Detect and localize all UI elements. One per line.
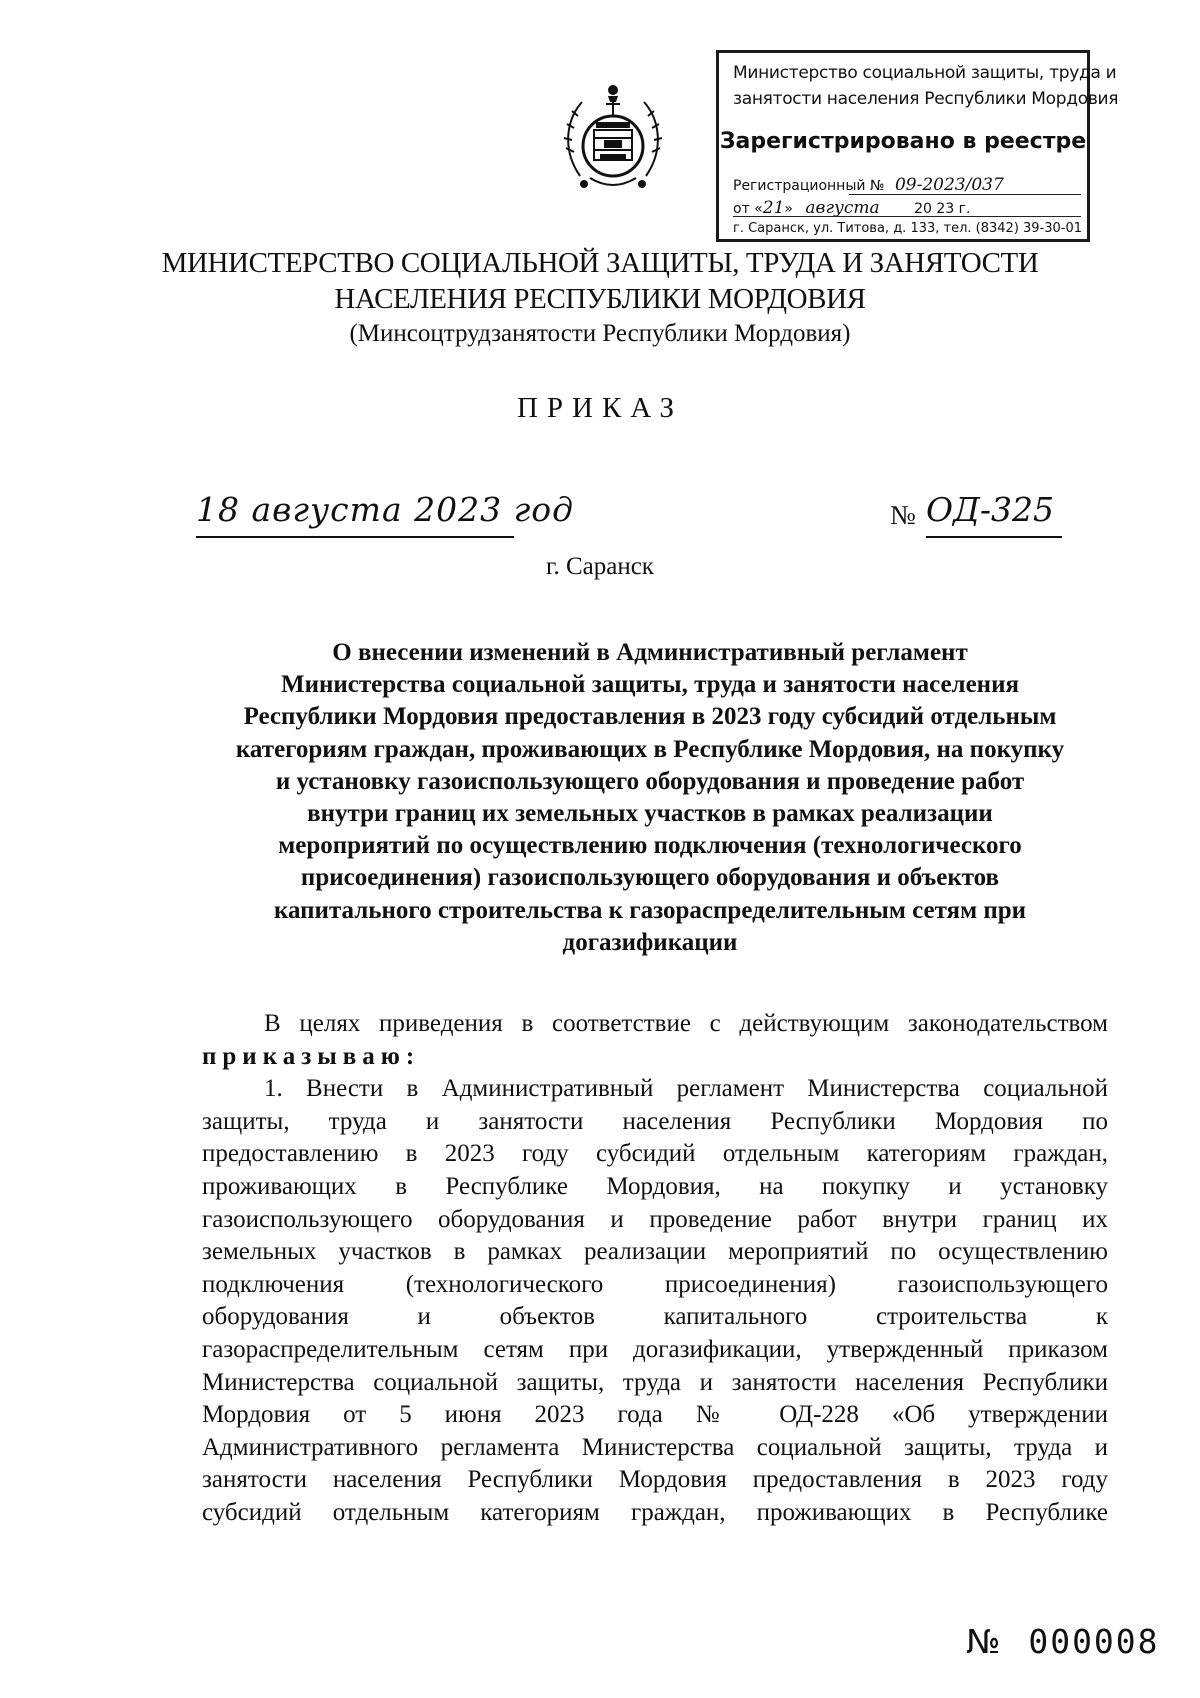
subject-line: и установку газоиспользующего оборудования и проведение работ (275, 767, 1025, 795)
stamp-ministry-line2: занятости населения Республики Мордовия (733, 89, 1119, 109)
subject-line: О внесении изменений в Административный регламент (332, 639, 968, 666)
stamp-title: Зарегистрировано в реестре (719, 129, 1087, 154)
subject-line: капитального строительства к газораспределительным сетям при (273, 896, 1027, 924)
item1-line: земельных участков в рамках реализации мероприятий по осуществлению (202, 1238, 1108, 1266)
order-subject (190, 637, 1110, 959)
subject-line: внутри границ их земельных участков в рамках реализации (307, 800, 993, 828)
subject-line: Республики Мордовия предоставления в 2023 году субсидий отдельным (243, 703, 1057, 731)
item1-line: Мордовия от 5 июня 2023 года № ОД-228 «Об утверждении (202, 1401, 1108, 1429)
coat-of-arms-emblem (560, 80, 666, 202)
stamp-reg-label: Регистрационный № (733, 178, 885, 194)
body-intro: В целях приведения в соответствие с действующим законодательством (264, 1010, 1108, 1037)
ministry-short-name: (Минсоцтрудзанятости Республики Мордовия) (349, 320, 851, 347)
order-date-handwritten: 18 августа 2023 год (196, 490, 575, 529)
subject-line: присоединения) газоиспользующего оборудования и объектов (300, 864, 1000, 892)
order-body (202, 1008, 1108, 1530)
item1-line: 1. Внести в Административный регламент Министерства социальной (264, 1075, 1108, 1103)
ministry-name-line1: МИНИСТЕРСТВО СОЦИАЛЬНОЙ ЗАЩИТЫ, ТРУДА И ЗАНЯТОСТИ (161, 247, 1039, 279)
order-title: ПРИКАЗ (516, 392, 684, 424)
number-underline (926, 536, 1062, 538)
item1-line: субсидий отдельным категориям граждан, проживающих в Республике (202, 1498, 1108, 1526)
stamp-date-row (733, 198, 970, 218)
body-order-word-line (202, 1041, 1108, 1074)
order-word: приказываю: (202, 1042, 421, 1070)
stamp-date-day: 21 (762, 198, 785, 218)
document-serial-number (966, 1622, 1160, 1661)
subject-line: Министерства социальной защиты, труда и занятости населения (280, 671, 1020, 699)
stamp-date-year: 20 23 г. (914, 201, 971, 217)
stamp-date-mid: » (784, 201, 793, 217)
item1-line: занятости населения Республики Мордовия предоставления в 2023 году (202, 1466, 1108, 1494)
order-number-handwritten: ОД-325 (926, 490, 1055, 529)
item1-line: предоставлению в 2023 году субсидий отдельным категориям граждан, (202, 1140, 1108, 1168)
item1-line: газоиспользующего оборудования и проведение работ внутри границ их (202, 1205, 1108, 1233)
serial-number-value: 000008 (1028, 1622, 1160, 1661)
order-number-label: № (890, 500, 916, 530)
item1-line: подключения (технологического присоединения) газоиспользующего (202, 1270, 1108, 1298)
item1-line: защиты, труда и занятости населения Республики Мордовия по (202, 1107, 1108, 1135)
item1-line: оборудования и объектов капитального строительства к (202, 1303, 1108, 1331)
date-underline (196, 536, 514, 538)
subject-line: догазификации (562, 928, 738, 956)
stamp-date-prefix: от « (733, 201, 763, 217)
stamp-reg-value: 09-2023/037 (894, 175, 1004, 195)
city: г. Саранск (546, 553, 654, 580)
item1-line: Министерства социальной защиты, труда и занятости населения Республики (202, 1368, 1108, 1396)
stamp-date-month: августа (805, 198, 880, 218)
item1-line: газораспределительным сетям при догазификации, утвержденный приказом (202, 1335, 1108, 1363)
subject-line: категориям граждан, проживающих в Республике Мордовия, на покупку (235, 735, 1065, 763)
serial-number-symbol: № (966, 1622, 1003, 1661)
stamp-ministry-line1: Министерство социальной защиты, труда и (733, 63, 1117, 83)
item1-line: Административного регламента Министерства социальной защиты, труда и (202, 1433, 1108, 1461)
item1-line: проживающих в Республике Мордовия, на покупку и установку (202, 1172, 1108, 1200)
registration-stamp (716, 50, 1119, 242)
ministry-name-line2: НАСЕЛЕНИЯ РЕСПУБЛИКИ МОРДОВИЯ (334, 283, 866, 315)
subject-line: мероприятий по осуществлению подключения (технологического (278, 832, 1022, 860)
stamp-registration-row (733, 175, 1004, 195)
stamp-address: г. Саранск, ул. Титова, д. 133, тел. (8342) 39-30-01 (733, 221, 1083, 236)
